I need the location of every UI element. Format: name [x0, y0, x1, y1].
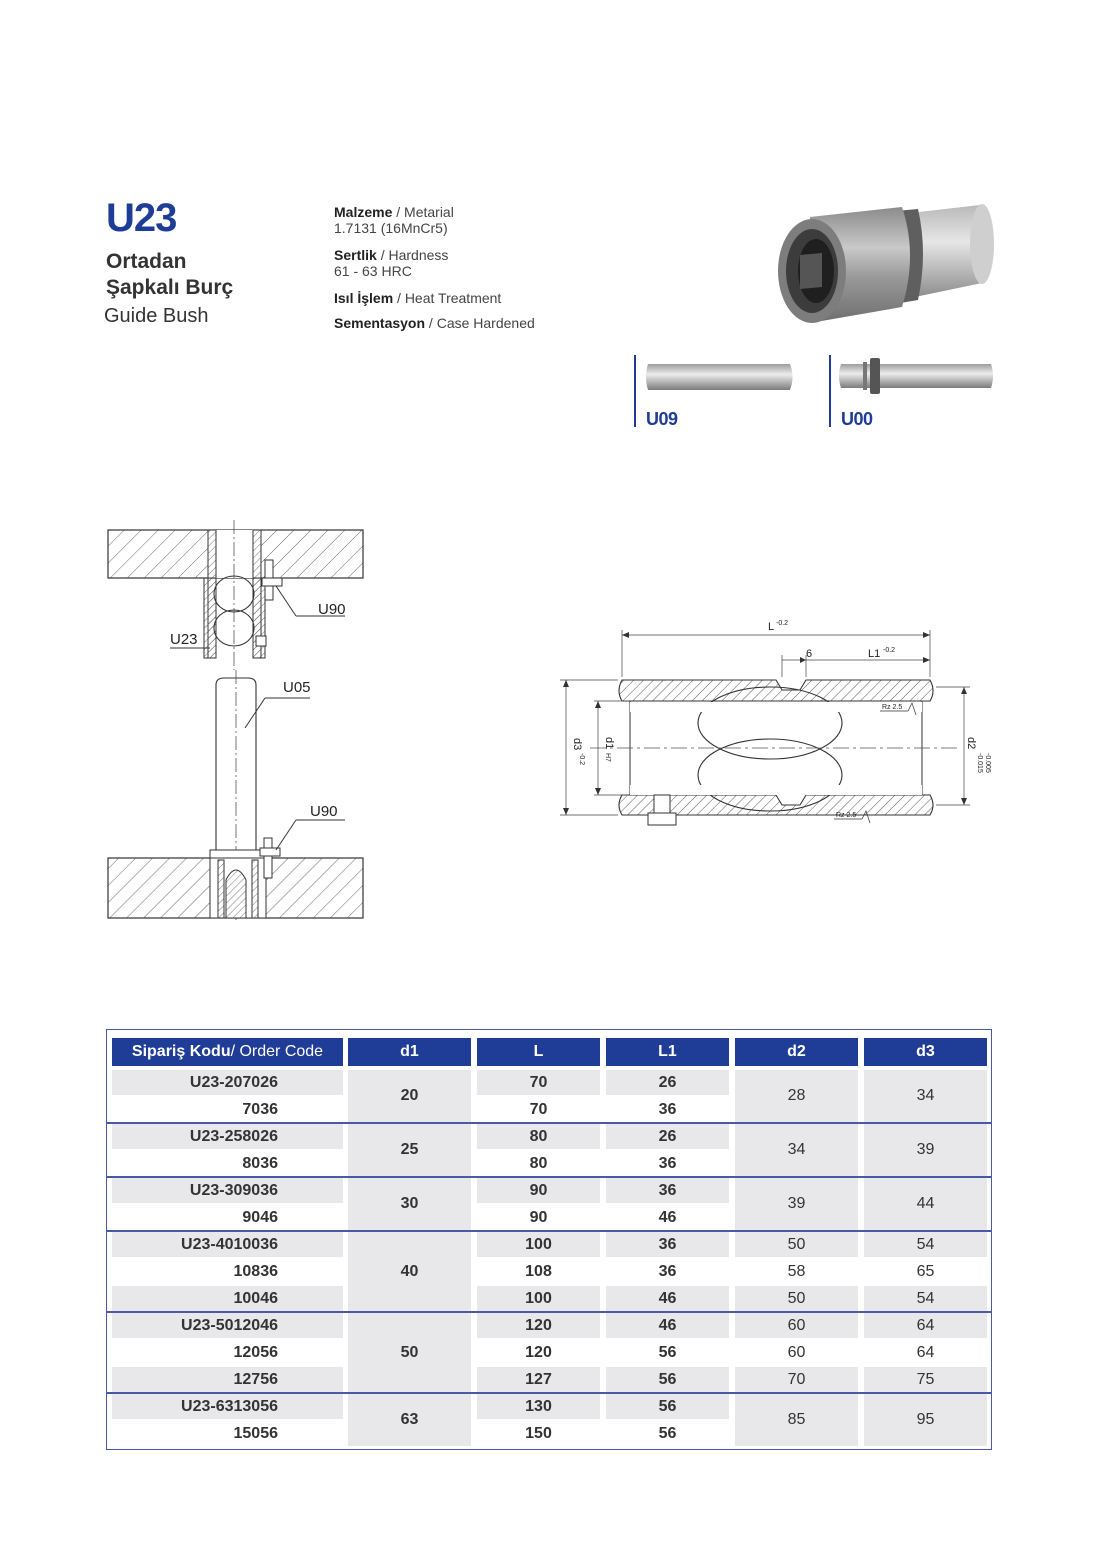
L-cell: 90 — [477, 1178, 600, 1203]
product-name-tr-line2: Şapkalı Burç — [106, 276, 234, 299]
spec-label-bold: Isıl İşlem — [334, 290, 394, 306]
order-code-cell: 9046 — [242, 1208, 278, 1226]
dim-d2-tol-upper: -0.005 — [984, 753, 991, 773]
group-separator — [107, 1122, 991, 1124]
L-cell: 120 — [525, 1343, 552, 1361]
header-d2: d2 — [735, 1038, 858, 1066]
d2-cell: 50 — [735, 1286, 858, 1311]
order-code-cell: U23-4010036 — [112, 1232, 343, 1257]
header-L1: L1 — [606, 1038, 729, 1066]
L-cell: 70 — [529, 1100, 548, 1118]
L1-cell: 46 — [658, 1208, 677, 1226]
related-u00-bar — [829, 355, 831, 427]
related-u09-label[interactable]: U09 — [646, 409, 678, 429]
dimension-drawing — [550, 615, 1000, 830]
spec-hardness — [334, 247, 448, 279]
order-code-cell: 7036 — [242, 1100, 278, 1118]
L1-cell: 36 — [606, 1232, 729, 1257]
u09-pin-image[interactable] — [644, 360, 796, 394]
d3-cell: 44 — [864, 1178, 987, 1230]
spec-label-bold: Sementasyon — [334, 315, 426, 331]
d2-cell: 28 — [735, 1070, 858, 1122]
label-u23: U23 — [170, 631, 198, 648]
d2-cell: 60 — [787, 1343, 806, 1361]
label-u90-bottom: U90 — [310, 803, 338, 820]
dim-6: 6 — [806, 648, 813, 660]
d3-cell: 54 — [864, 1286, 987, 1311]
d1-cell: 63 — [348, 1394, 471, 1446]
L-cell: 120 — [477, 1313, 600, 1338]
order-code-cell: 10046 — [112, 1286, 343, 1311]
order-code-cell: 15056 — [233, 1424, 278, 1442]
L1-cell: 56 — [606, 1394, 729, 1419]
L1-cell: 36 — [658, 1154, 677, 1172]
d3-cell: 65 — [916, 1262, 935, 1280]
L1-cell: 26 — [606, 1070, 729, 1095]
product-photo — [770, 195, 1005, 335]
d2-cell: 39 — [735, 1178, 858, 1230]
L-cell: 80 — [477, 1124, 600, 1149]
header-order-code-rest: / Order Code — [230, 1043, 324, 1060]
group-separator — [107, 1230, 991, 1232]
header-L: L — [477, 1038, 600, 1066]
dim-L1-tol: -0.2 — [883, 647, 896, 654]
L-cell: 90 — [529, 1208, 548, 1226]
dim-L: L — [768, 621, 775, 633]
header-d1: d1 — [348, 1038, 471, 1066]
dim-d2: d2 — [965, 737, 977, 750]
L1-cell: 26 — [606, 1124, 729, 1149]
dim-L-tol: -0.2 — [776, 620, 789, 627]
L1-cell: 36 — [606, 1178, 729, 1203]
group-separator — [107, 1176, 991, 1178]
d2-cell: 34 — [735, 1124, 858, 1176]
dim-d1: d1 — [603, 737, 615, 750]
product-name-tr — [106, 249, 306, 301]
order-code-cell: U23-258026 — [112, 1124, 343, 1149]
related-u00-label[interactable]: U00 — [841, 409, 873, 429]
product-name-en: Guide Bush — [104, 305, 209, 327]
order-code-cell: U23-6313056 — [112, 1394, 343, 1419]
d1-cell: 50 — [348, 1313, 471, 1392]
rz-bottom: Rz 2.5 — [836, 812, 857, 819]
header-order-code-bold: Sipariş Kodu — [131, 1043, 231, 1060]
d3-cell: 75 — [864, 1367, 987, 1392]
L1-cell: 36 — [658, 1100, 677, 1118]
L1-cell: 46 — [606, 1286, 729, 1311]
spec-heat-treatment — [334, 290, 501, 306]
dim-d3-tol: -0.2 — [578, 753, 585, 766]
L-cell: 70 — [477, 1070, 600, 1095]
order-code-cell: 12056 — [233, 1343, 278, 1361]
spec-label-rest: / Hardness — [376, 247, 449, 263]
header-order-code — [112, 1038, 343, 1066]
d3-cell: 54 — [864, 1232, 987, 1257]
label-u90-top: U90 — [318, 601, 346, 618]
L-cell: 150 — [525, 1424, 552, 1442]
d2-cell: 85 — [735, 1394, 858, 1446]
d3-cell: 64 — [864, 1313, 987, 1338]
L1-cell: 56 — [606, 1367, 729, 1392]
group-separator — [107, 1311, 991, 1313]
spec-label-bold: Sertlik — [334, 247, 377, 263]
order-code-cell: U23-309036 — [112, 1178, 343, 1203]
d1-cell: 25 — [348, 1124, 471, 1176]
spec-label-rest: / Heat Treatment — [393, 290, 502, 306]
L-cell: 130 — [477, 1394, 600, 1419]
spec-label-rest: / Case Hardened — [425, 315, 535, 331]
d2-cell: 58 — [787, 1262, 806, 1280]
assembly-drawing — [100, 520, 380, 930]
spec-value: 61 - 63 HRC — [334, 263, 412, 279]
d1-cell: 20 — [348, 1070, 471, 1122]
d3-cell: 39 — [864, 1124, 987, 1176]
order-code-cell: 12756 — [112, 1367, 343, 1392]
order-code-cell: 8036 — [242, 1154, 278, 1172]
spec-value: 1.7131 (16MnCr5) — [334, 220, 448, 236]
L-cell: 100 — [477, 1232, 600, 1257]
d2-cell: 70 — [735, 1367, 858, 1392]
L1-cell: 56 — [658, 1424, 677, 1442]
L1-cell: 56 — [658, 1343, 677, 1361]
d3-cell: 95 — [864, 1394, 987, 1446]
order-code-cell: 10836 — [233, 1262, 278, 1280]
related-u09-bar — [634, 355, 636, 427]
u00-pin-image[interactable] — [837, 356, 997, 396]
order-code-cell: U23-5012046 — [112, 1313, 343, 1338]
L-cell: 108 — [525, 1262, 552, 1280]
d2-cell: 60 — [735, 1313, 858, 1338]
dim-d2-tol-lower: -0.015 — [976, 753, 983, 773]
L-cell: 80 — [529, 1154, 548, 1172]
spec-label-rest: / Metarial — [392, 204, 454, 220]
rz-top: Rz 2.5 — [882, 704, 903, 711]
L-cell: 100 — [477, 1286, 600, 1311]
spec-case-hardened — [334, 315, 535, 331]
d3-cell: 64 — [916, 1343, 935, 1361]
label-u05: U05 — [283, 679, 311, 696]
dim-d1-tol: H7 — [604, 753, 611, 762]
product-code: U23 — [106, 196, 177, 240]
d1-cell: 40 — [348, 1232, 471, 1311]
d3-cell: 34 — [864, 1070, 987, 1122]
L-cell: 127 — [477, 1367, 600, 1392]
d2-cell: 50 — [735, 1232, 858, 1257]
header-d3: d3 — [864, 1038, 987, 1066]
dim-L1: L1 — [868, 648, 881, 660]
dim-d3: d3 — [571, 738, 583, 751]
product-name-tr-line1: Ortadan — [106, 250, 187, 273]
L1-cell: 36 — [658, 1262, 677, 1280]
spec-material — [334, 204, 454, 236]
d1-cell: 30 — [348, 1178, 471, 1230]
spec-label-bold: Malzeme — [334, 204, 393, 220]
L1-cell: 46 — [606, 1313, 729, 1338]
order-code-cell: U23-207026 — [112, 1070, 343, 1095]
group-separator — [107, 1392, 991, 1394]
